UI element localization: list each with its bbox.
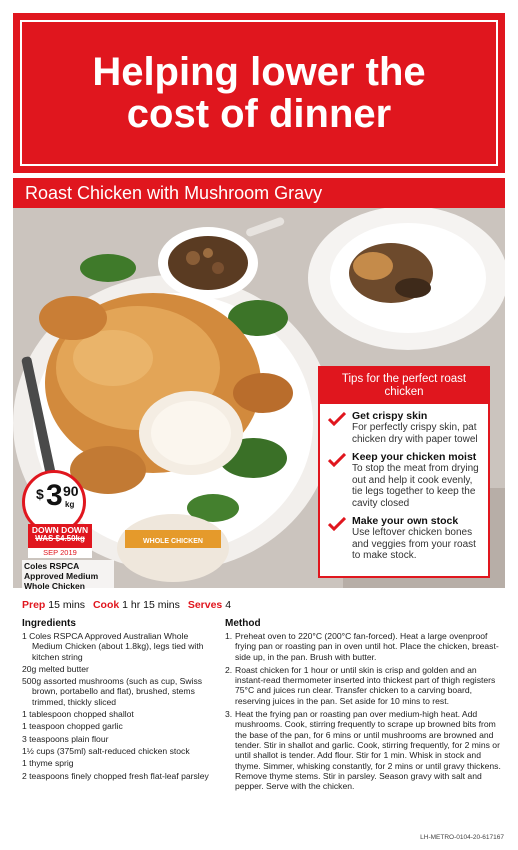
check-icon <box>328 517 346 531</box>
price-dollars: 3 <box>46 479 62 512</box>
step-number: 1. <box>225 631 233 641</box>
check-icon <box>328 453 346 467</box>
tips-title: Tips for the perfect roast chicken <box>320 368 488 404</box>
step-text: Preheat oven to 220°C (200°C fan-forced). Heat a large ovenproof frying pan or roasting pan in oven until hot. Place the chicken, breast-side up, in the pan. Brush with butter. <box>235 631 499 662</box>
method-step <box>225 709 503 791</box>
ingredient-item: 1 thyme sprig <box>22 758 74 769</box>
tip-body: For perfectly crispy skin, pat chicken dry with paper towel <box>352 422 478 445</box>
method-step <box>225 631 503 662</box>
cook-label: Cook <box>92 599 120 611</box>
deal-box <box>28 524 92 550</box>
was-price: WAS $4.50kg <box>35 534 85 543</box>
tip-heading: Keep your chicken moist <box>352 451 477 463</box>
ingredient-item: 1 Coles RSPCA Approved Australian Whole Medium Chicken (about 1.8kg), legs tied with kitchen string <box>22 631 204 662</box>
ingredients-title: Ingredients <box>22 618 76 629</box>
recipe-title-bar <box>13 178 505 208</box>
method-section <box>225 618 503 794</box>
tip-heading: Get crispy skin <box>352 410 428 422</box>
headline-frame <box>20 20 498 166</box>
deal-date: SEP 2019 <box>28 548 92 558</box>
ingredient-item: 1½ cups (375ml) salt-reduced chicken stock <box>22 745 190 756</box>
method-step <box>225 665 503 706</box>
tip-body: To stop the meat from drying out and help it cook evenly, tie legs together to keep the cavity closed <box>352 463 479 509</box>
headline: Helping lower the cost of dinner <box>92 50 426 136</box>
ingredient-item: 2 teaspoons finely chopped fresh flat-leaf parsley <box>22 770 209 781</box>
step-number: 2. <box>225 664 233 675</box>
recipe-meta <box>22 599 236 611</box>
cook-value: 1 hr 15 mins <box>122 599 180 611</box>
check-icon <box>328 412 346 426</box>
step-text: Roast chicken for 1 hour or until skin is crisp and golden and an instant-read thermometer inserted into thickest part of thigh registers 75°C and juices run clear. Transfer chicken to a carving board, reserving juices in the pan. Set aside for 10 mins to rest. <box>235 664 496 706</box>
recipe-title: Roast Chicken with Mushroom Gravy <box>25 183 323 203</box>
tip-item <box>320 410 488 445</box>
product-label: Coles RSPCA Approved Medium Whole Chicken <box>22 560 114 592</box>
serves-label: Serves <box>187 599 223 611</box>
price-dollar-sign: $ <box>36 486 44 502</box>
footer-code: LH-METRO-0104-20-617167 <box>420 834 504 841</box>
ingredients-section <box>22 618 220 783</box>
prep-label: Prep <box>22 599 46 611</box>
price-unit: kg <box>65 500 75 509</box>
pack-label: WHOLE CHICKEN <box>143 538 203 545</box>
price-cents: 90 <box>63 483 79 499</box>
ingredient-item: 3 teaspoons plain flour <box>22 733 109 744</box>
tip-item <box>320 515 488 562</box>
method-title: Method <box>225 618 261 629</box>
serves-value: 4 <box>225 599 232 611</box>
step-number: 3. <box>225 709 233 720</box>
tip-body: Use leftover chicken bones and veggies from your roast to make stock. <box>352 527 476 561</box>
ingredient-item: 1 tablespoon chopped shallot <box>22 709 134 720</box>
prep-value: 15 mins <box>48 599 86 611</box>
step-text: Heat the frying pan or roasting pan over medium-high heat. Add mushrooms. Cook, stirring frequently to scrape up browned bits from the base of the pan, for 6 mins or until mushrooms are browned and tender. Stir in shallot and garlic. Cook, stirring frequently, for 2 mins or until shallot is tender. Add flour. Stir for 1 min. Whisk in stock and thyme. Simmer, whisking constantly, for 2 mins or until gravy thickens. Remove thyme stems. Stir in parsley. Season gravy with salt and pepper. Serve with the chicken. <box>235 709 501 792</box>
tip-item <box>320 451 488 509</box>
ingredient-item: 20g melted butter <box>22 663 89 674</box>
ingredient-item: 500g assorted mushrooms (such as cup, Swiss brown, portabello and flat), brushed, stems trimmed, thickly sliced <box>22 676 203 707</box>
ingredient-item: 1 teaspoon chopped garlic <box>22 721 123 732</box>
tips-box <box>318 366 490 578</box>
deal-label: DOWN DOWN <box>31 525 89 535</box>
headline-banner <box>13 13 505 173</box>
tip-heading: Make your own stock <box>352 515 459 527</box>
